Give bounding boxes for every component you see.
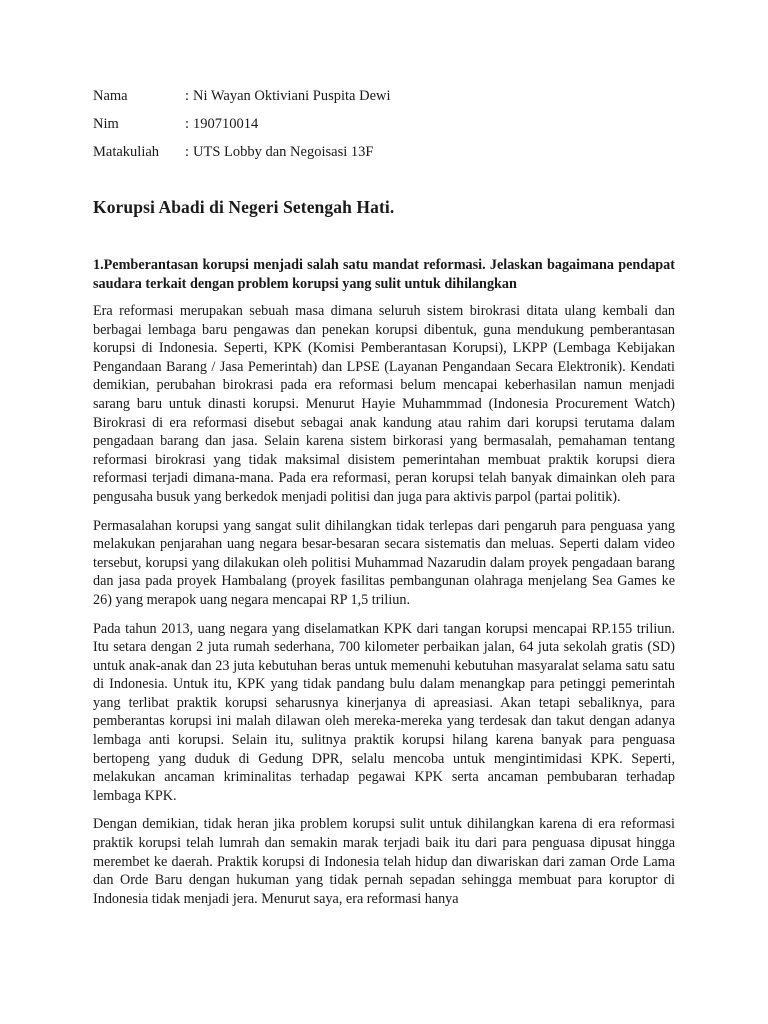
info-label: Matakuliah [93, 144, 160, 160]
info-row-course [93, 142, 391, 170]
info-label: Nim [93, 116, 119, 132]
question-text: 1.Pemberantasan korupsi menjadi salah satu mandat reformasi. Jelaskan bagaimana pendapat saudara terkait dengan problem korupsi yang sulit untuk dihilangkan [93, 257, 675, 292]
info-value: Ni Wayan Oktiviani Puspita Dewi [193, 88, 391, 104]
info-value: UTS Lobby dan Negoisasi 13F [193, 144, 374, 160]
paragraph: Dengan demikian, tidak heran jika problem korupsi sulit untuk dihilangkan karena di era reformasi praktik korupsi telah lumrah dan semakin marak terjadi baik itu dari para penguasa dipusat hingga merembet ke daerah. Praktik korupsi di Indonesia telah hidup dan diwariskan dari zaman Orde Lama dan Orde Baru dengan hukuman yang tidak pernah sepadan sehingga membuat para koruptor di Indonesia tidak menjadi jera. Menurut saya, era reformasi hanya [93, 816, 675, 907]
document-title: Korupsi Abadi di Negeri Setengah Hati. [93, 197, 395, 217]
info-colon: : [185, 88, 190, 104]
document-body [93, 256, 675, 918]
info-colon: : [185, 116, 190, 132]
info-value: 190710014 [193, 116, 259, 132]
info-row-name [93, 86, 391, 114]
info-row-nim [93, 114, 391, 142]
info-label: Nama [93, 88, 128, 104]
paragraph: Pada tahun 2013, uang negara yang diselamatkan KPK dari tangan korupsi mencapai RP.155 triliun. Itu setara dengan 2 juta rumah sederhana, 700 kilometer perbaikan jalan, 64 juta sekolah gratis (SD) untuk anak-anak dan 23 juta kebutuhan beras untuk memenuhi kebutuhan masyaralat selama satu satu di Indonesia. Untuk itu, KPK yang tidak pandang bulu dalam menangkap para petinggi pemerintah yang terlibat praktik korupsi seharusnya kinerjanya di apreasiasi. Akan tetapi sebaliknya, para pemberantas korupsi ini malah dilawan oleh mereka-mereka yang terdesak dan takut dengan adanya lembaga anti korupsi. Selain itu, sulitnya praktik korupsi hilang karena banyak para penguasa bertopeng yang duduk di Gedung DPR, selalu mencoba untuk mengintimidasi KPK. Seperti, melakukan ancaman kriminalitas terhadap pegawai KPK serta ancaman pembubaran terhadap lembaga KPK. [93, 620, 675, 804]
paragraph: Era reformasi merupakan sebuah masa dimana seluruh sistem birokrasi ditata ulang kembali dan berbagai lembaga baru pengawas dan penekan korupsi dibentuk, guna mendukung pemberantasan korupsi di Indonesia. Seperti, KPK (Komisi Pemberantasan Korupsi), LKPP (Lembaga Kebijakan Pengandaan Barang / Jasa Pemerintah) dan LPSE (Layanan Pengandaan Secara Elektronik). Kendati demikian, perubahan birokrasi pada era reformasi belum mencapai keberhasilan namun menjadi sarang baru untuk dinasti korupsi. Menurut Hayie Muhammmad (Indonesia Procurement Watch) Birokrasi di era reformasi disebut sebagai anak kandung atau rahim dari korupsi terutama dalam pengadaan barang dan jasa. Selain karena sistem birkorasi yang bermasalah, pemahaman tentang reformasi birokrasi yang tidak maksimal disistem pemerintahan membuat praktik korupsi diera reformasi terjadi dimana-mana. Pada era reformasi, peran korupsi telah banyak dimainkan oleh para pengusaha busuk yang berkedok menjadi politisi dan juga para aktivis parpol (partai politik). [93, 303, 675, 505]
student-info [93, 86, 391, 170]
paragraph: Permasalahan korupsi yang sangat sulit dihilangkan tidak terlepas dari pengaruh para penguasa yang melakukan penjarahan uang negara besar-besaran secara sistematis dan meluas. Seperti dalam video tersebut, korupsi yang dilakukan oleh politisi Muhammad Nazarudin dalam proyek pengadaan barang dan jasa pada proyek Hambalang (proyek fasilitas pembangunan olahraga menjelang Sea Games ke 26) yang merapok uang negara mencapai RP 1,5 triliun. [93, 517, 675, 608]
info-colon: : [185, 144, 190, 160]
